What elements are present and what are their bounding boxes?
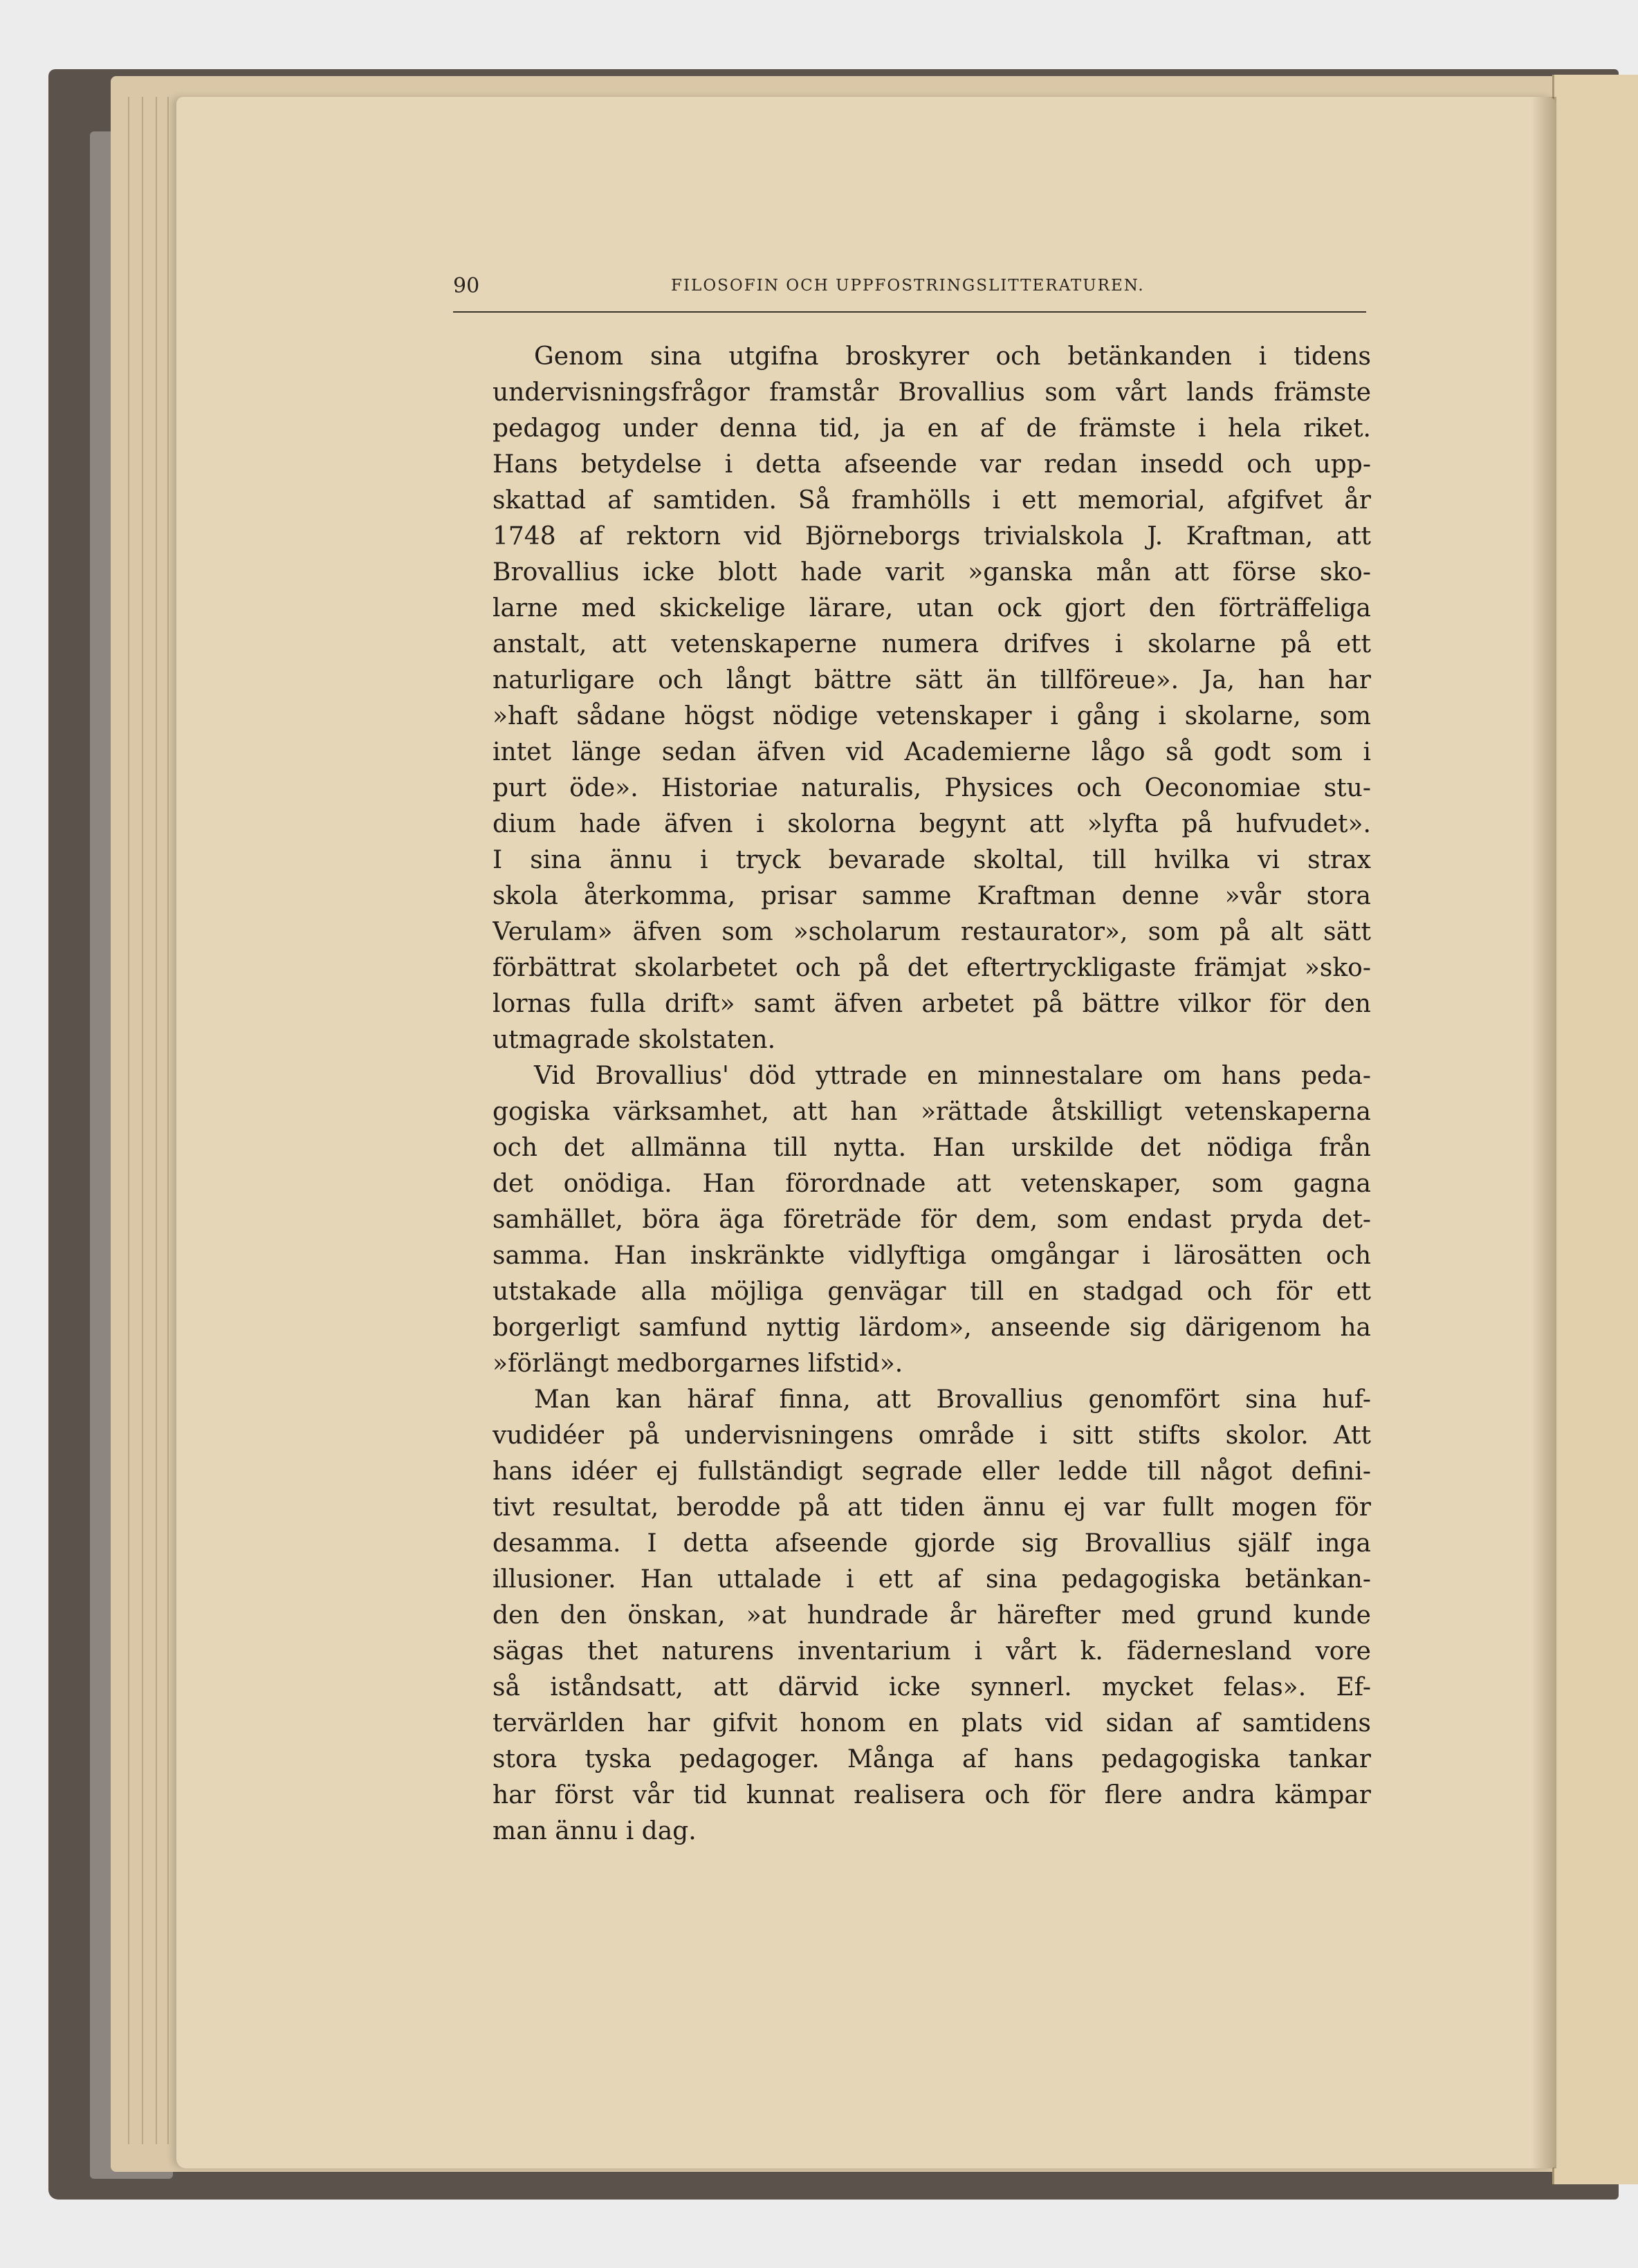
text-line: I sina ännu i tryck bevarade skoltal, till hvilka vi strax: [493, 846, 1371, 874]
text-line: Hans betydelse i detta afseende var redan insedd och upp-: [493, 450, 1371, 479]
text-line: förbättrat skolarbetet och på det eftertryckligaste främjat »sko-: [493, 954, 1371, 982]
text-line: och det allmänna till nytta. Han urskilde det nödiga från: [493, 1134, 1371, 1162]
text-line: pedagog under denna tid, ja en af de främste i hela riket.: [493, 414, 1371, 443]
text-line: samhället, böra äga företräde för dem, som endast pryda det-: [493, 1206, 1371, 1234]
page-edge-line: [156, 97, 157, 2144]
text-line: gogiska värksamhet, att han »rättade åtskilligt vetenskaperna: [493, 1098, 1371, 1126]
text-line: Brovallius icke blott hade varit »ganska mån att förse sko-: [493, 558, 1371, 587]
text-line: illusioner. Han uttalade i ett af sina pedagogiska betänkan-: [493, 1565, 1371, 1594]
facing-page: [1552, 75, 1638, 2184]
text-line: skattad af samtiden. Så framhölls i ett memorial, afgifvet år: [493, 486, 1371, 515]
body-text: [493, 339, 1371, 1850]
running-title: FILOSOFIN OCH UPPFOSTRINGSLITTERATUREN.: [671, 277, 1145, 295]
page-edge-line: [142, 97, 143, 2144]
text-line: anstalt, att vetenskaperne numera drifves i skolarne på ett: [493, 630, 1371, 658]
text-line: »förlängt medborgarnes lifstid».: [493, 1349, 903, 1378]
text-line: naturligare och långt bättre sätt än tillföreue». Ja, han har: [493, 666, 1371, 694]
text-line: tervärlden har gifvit honom en plats vid sidan af samtidens: [493, 1709, 1371, 1737]
text-line: det onödiga. Han förordnade att vetenskaper, som gagna: [493, 1170, 1371, 1198]
text-line: vudidéer på undervisningens område i sitt stifts skolor. Att: [493, 1421, 1371, 1450]
page-number: 90: [453, 274, 480, 298]
text-line: Vid Brovallius' död yttrade en minnestalare om hans peda-: [534, 1062, 1371, 1090]
page-edge-line: [167, 97, 169, 2144]
text-line: tivt resultat, berodde på att tiden ännu ej var fullt mogen för: [493, 1493, 1371, 1522]
text-line: sägas thet naturens inventarium i vårt k. fädernesland vore: [493, 1637, 1371, 1666]
text-line: borgerligt samfund nyttig lärdom», anseende sig därigenom ha: [493, 1313, 1371, 1342]
text-line: den den önskan, »at hundrade år härefter med grund kunde: [493, 1601, 1371, 1630]
text-line: »haft sådane högst nödige vetenskaper i gång i skolarne, som: [493, 702, 1371, 730]
text-line: samma. Han inskränkte vidlyftiga omgångar i lärosätten och: [493, 1242, 1371, 1270]
page-gutter-shadow: [1531, 97, 1556, 2168]
text-line: larne med skickelige lärare, utan ock gjort den förträffeliga: [493, 594, 1371, 623]
text-line: purt öde». Historiae naturalis, Physices och Oeconomiae stu-: [493, 774, 1371, 802]
text-line: Man kan häraf finna, att Brovallius genomfört sina huf-: [534, 1385, 1371, 1414]
text-line: har först vår tid kunnat realisera och för flere andra kämpar: [493, 1781, 1371, 1809]
text-line: 1748 af rektorn vid Björneborgs trivialskola J. Kraftman, att: [493, 522, 1371, 551]
text-line: skola återkomma, prisar samme Kraftman denne »vår stora: [493, 882, 1371, 910]
text-line: Genom sina utgifna broskyrer och betänkanden i tidens: [534, 342, 1371, 371]
text-line: dium hade äfven i skolorna begynt att »lyfta på hufvudet».: [493, 810, 1371, 838]
page-edge-line: [128, 97, 129, 2144]
text-line: lornas fulla drift» samt äfven arbetet på bättre vilkor för den: [493, 990, 1371, 1018]
text-line: så iståndsatt, att därvid icke synnerl. mycket felas». Ef-: [493, 1673, 1371, 1702]
page-header: [453, 271, 1366, 313]
text-line: undervisningsfrågor framstår Brovallius som vårt lands främste: [493, 378, 1371, 407]
text-line: utstakade alla möjliga genvägar till en stadgad och för ett: [493, 1278, 1371, 1306]
text-line: stora tyska pedagoger. Många af hans pedagogiska tankar: [493, 1745, 1371, 1773]
text-line: intet länge sedan äfven vid Academierne lågo så godt som i: [493, 738, 1371, 766]
text-line: hans idéer ej fullständigt segrade eller ledde till något defini-: [493, 1457, 1371, 1486]
text-line: man ännu i dag.: [493, 1817, 697, 1845]
text-line: utmagrade skolstaten.: [493, 1026, 776, 1054]
text-line: desamma. I detta afseende gjorde sig Brovallius själf inga: [493, 1529, 1371, 1558]
text-line: Verulam» äfven som »scholarum restaurator», som på alt sätt: [493, 918, 1371, 946]
